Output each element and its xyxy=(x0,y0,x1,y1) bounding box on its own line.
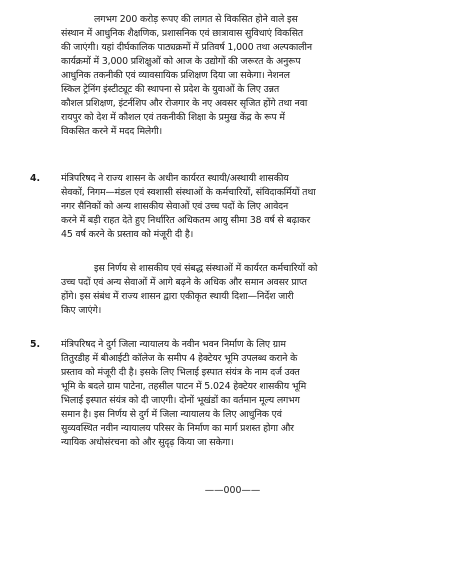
item-5-line-5: भिलाई इस्पात संयंत्र को दी जाएगी। दोनों भूखंडों का वर्तमान मूल्य लगभग xyxy=(61,395,300,406)
item-4-line-2: सेवकों, निगम—मंडल एवं स्वशासी संस्थाओं के कर्मचारियों, संविदाकर्मियों तथा xyxy=(61,187,316,198)
para-top-line-8: रायपुर को देश में कौशल एवं तकनीकी शिक्षा के प्रमुख केंद्र के रूप में xyxy=(61,112,285,123)
para-top-line-4: कार्यक्रमों में 3,000 प्रशिक्षुओं को आज के उद्योगों की जरूरत के अनुरूप xyxy=(61,56,301,67)
item-4-line-5: 45 वर्ष करने के प्रस्ताव को मंजूरी दी है। xyxy=(61,229,194,240)
para-top-line-1: लगभग 200 करोड़ रूपए की लागत से विकसित होने वाले इस xyxy=(94,14,298,25)
item-4-line-3: नगर सैनिकों को अन्य शासकीय सेवाओं एवं उच्च पदों के लिए आवेदन xyxy=(61,201,289,212)
item-4-para2-line-1: इस निर्णय से शासकीय एवं संबद्ध संस्थाओं में कार्यरत कर्मचारियों को xyxy=(94,263,318,274)
para-top-line-5: आधुनिक तकनीकी एवं व्यावसायिक प्रशिक्षण दिया जा सकेगा। नेशनल xyxy=(61,70,290,81)
para-top-line-2: संस्थान में आधुनिक शैक्षणिक, प्रशासनिक एवं छात्रावास सुविधाएं विकसित xyxy=(61,28,303,39)
item-5-line-6: समान है। इस निर्णय से दुर्ग में जिला न्यायालय के लिए आधुनिक एवं xyxy=(61,409,282,420)
item-5-line-8: न्यायिक अधोसंरचना को और सुदृढ़ किया जा सकेगा। xyxy=(61,437,234,448)
para-top-line-3: की जाएंगी। यहां दीर्घकालिक पाठ्यक्रमों में प्रतिवर्ष 1,000 तथा अल्पकालीन xyxy=(61,42,312,53)
item-4-para2-line-2: उच्च पदों एवं अन्य सेवाओं में आगे बढ़ने के अधिक और समान अवसर प्राप्त xyxy=(61,277,307,288)
item-5-line-7: सुव्यवस्थित नवीन न्यायालय परिसर के निर्माण का मार्ग प्रशस्त होगा और xyxy=(61,423,294,434)
para-top-line-6: स्किल ट्रेनिंग इंस्टीट्यूट की स्थापना से प्रदेश के युवाओं के लिए उन्नत xyxy=(61,84,280,95)
item-5-number: 5. xyxy=(30,339,41,350)
end-marker: ——000—— xyxy=(204,485,261,496)
item-4-line-4: करने में बड़ी राहत देते हुए निर्धारित अधिकतम आयु सीमा 38 वर्ष से बढ़ाकर xyxy=(61,215,311,226)
para-top-line-7: कौशल प्रशिक्षण, इंटर्नशिप और रोजगार के नए अवसर सृजित होंगे तथा नवा xyxy=(61,98,308,109)
item-4-number: 4. xyxy=(30,173,41,184)
item-5-line-3: प्रस्ताव को मंजूरी दी है। इसके लिए भिलाई इस्पात संयंत्र के नाम दर्ज उक्त xyxy=(61,367,300,378)
item-5-line-1: मंत्रिपरिषद ने दुर्ग जिला न्यायालय के नवीन भवन निर्माण के लिए ग्राम xyxy=(61,339,286,350)
item-4-para2-line-3: होंगे। इस संबंध में राज्य शासन द्वारा एकीकृत स्थायी दिशा—निर्देश जारी xyxy=(61,291,294,302)
item-5-line-4: भूमि के बदले ग्राम पाटेना, तहसील पाटन में 5.024 हेक्टेयर शासकीय भूमि xyxy=(61,381,307,392)
para-top-line-9: विकसित करने में मदद मिलेगी। xyxy=(61,126,163,137)
item-5-line-2: तितुरडीह में बीआईटी कॉलेज के समीप 4 हेक्टेयर भूमि उपलब्ध कराने के xyxy=(61,353,298,364)
item-4-line-1: मंत्रिपरिषद ने राज्य शासन के अधीन कार्यरत स्थायी/अस्थायी शासकीय xyxy=(61,173,289,184)
item-4-para2-line-4: किए जाएंगे। xyxy=(61,305,102,316)
